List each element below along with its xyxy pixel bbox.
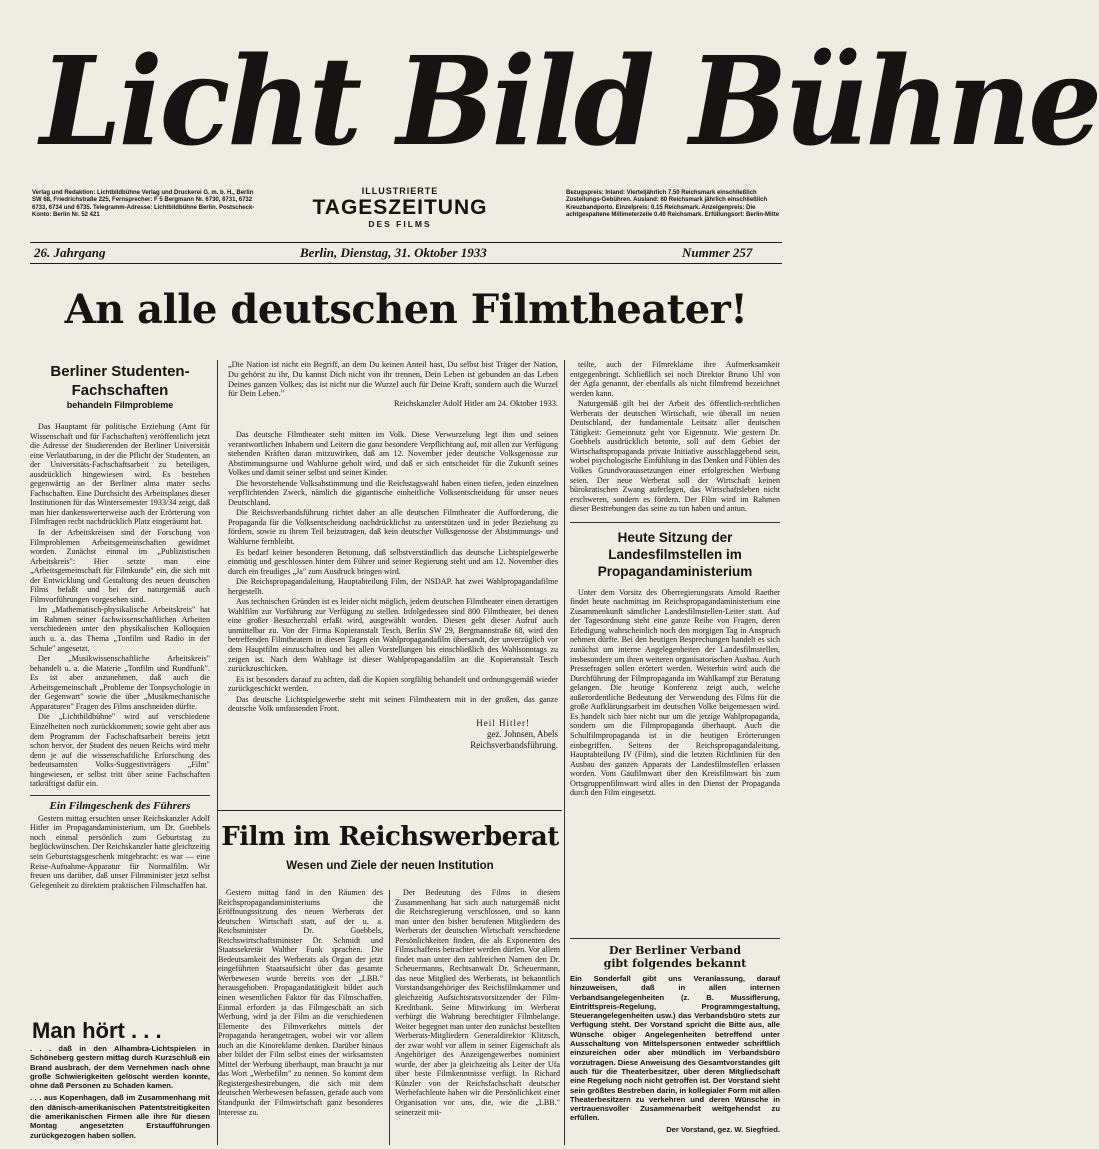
signature-org: Reichsverbandsführung. [470, 739, 558, 750]
paragraph: Der „Musikwissenschaftliche Arbeitskreis" behandelt u. a. die Materie „Tonfilm und Rundfunk". Es ist aber anzunehmen, daß auch die Arbeitsgemeinschaft „Probleme der Tonpsychologie in der Gegenwart" sowie die über „Musikmechanische Apparaturen" Fragen des Films anschneiden dürfte. [30, 654, 210, 711]
paragraph: Das deutsche Filmtheater steht mitten im Volk. Diese Verwurzelung legt ihm und seinen verantwortlichen Inhabern und Leitern die ganz besondere Verpflichtung auf, mit allen zur Verfügung stehenden Kräften daran mitzuwirken, daß am 12. November jeder deutsche Volksgenosse zur Abstimmungsurne und Wahlurne geholt wird, und daß er sich entscheidet für die Zukunft seines Volkes und damit seiner selbst und seiner Kinder. [228, 430, 558, 478]
issue-number: Nummer 257 [682, 245, 753, 260]
volume-year: 26. Jahrgang [34, 245, 106, 260]
feature-column-2 [395, 888, 560, 1118]
column-rule-right [564, 360, 565, 1145]
daily-label: TAGESZEITUNG [312, 196, 488, 219]
gift-body [30, 814, 210, 890]
student-article-body [30, 422, 210, 789]
verband-title-2: gibt folgendes bekannt [603, 957, 747, 970]
paragraph: Die „Lichtbildbühne" wird auf verschiedene Einzelheiten noch zurückkommen; sowie geht aber aus dem Programm der Fachschaftsarbeit bereits jetzt schon hervor, der Student des neuen Reichs wird mehr denn je auf die wissenschaftliche Erforschung des bedeutsamsten Volks-Suggestivträgers „Film" hingewiesen, er selbst tritt über seine Fachschaften tatkräftigst dafür ein. [30, 712, 210, 789]
greeting: Heil Hitler! [476, 717, 530, 728]
place-date: Berlin, Dienstag, 31. Oktober 1933 [300, 245, 487, 260]
student-article-subtitle: behandeln Filmprobleme [66, 400, 174, 410]
paragraph: Im „Mathematisch-physikalische Arbeitskreis" hat im Rahmen seiner fachwissenschaftlichen Arbeiten verschiedenen unter den physikalischen Kolloquien auch u. a. das Thema „Tonfilm und Radio in der Schule" angesetzt. [30, 605, 210, 653]
headline: An alle deutschen Filmtheater! [64, 286, 748, 333]
price-info: Bezugspreis: Inland: Vierteljährlich 7.50 Reichsmark einschließlich Zustellungs-Gebühren. Ausland: 60 Reichsmark jährlich einschließlich Kreuzbandporto. Einzelpreis: 0.15 Reichsmark. Anzeigenpreis: Die achtgespaltene Millimeterzeile 0.40 Reichsmark. Erfüllungsort: Berlin-Mitte [566, 190, 780, 219]
rule-top [30, 242, 782, 243]
paragraph: Die bevorstehende Volksabstimmung und die Reichstagswahl haben einen tiefen, jeden einzelnen verpflichtenden Zweck, nämlich die gigantische einheitliche Volksentscheidung für unser neues Deutschland. [228, 478, 558, 507]
verband-signature: Der Vorstand, gez. W. Siegfried. [666, 1124, 780, 1134]
main-article-body [228, 430, 558, 751]
quote-source: Reichskanzler Adolf Hitler am 24. Oktober 1933. [393, 399, 558, 409]
paragraph: Es bedarf keiner besonderen Betonung, daß selbstverständlich das deutsche Lichtspielgewerbe einmütig und geschlossen hinter dem Führer und seiner Regierung steht und am 12. November dies durch ein freudiges „Ja" zum Ausdruck bringen wird. [228, 547, 558, 576]
column-rule-feature [389, 890, 390, 1145]
masthead-logo: Licht Bild Bühne [40, 30, 1099, 174]
paragraph: Es ist besonders darauf zu achten, daß die Kopien sorgfältig behandelt und ordnungsgemäß wieder zurückgeschickt werden. [228, 674, 558, 694]
hitler-quote [228, 360, 558, 409]
paragraph: Das Hauptamt für politische Erziehung (Amt für Wissenschaft und für Fachschaften) veröffentlicht jetzt die Adresse der Studierenden der Berliner Universität eine Verlautbarung, in der die Pflicht der Studenten, an der Universitäts-Fachschaftsarbeit zu beteiligen, ausdrücklich hingewiesen wird. Es bestehen gegenwärtig an der Berliner alma mater sechs Fachschaften. Eine Durchsicht des Arbeitsplanes dieser Institutionen für das Wintersemester 1933/34 zeigt, daß man hier dankenswerterweise auch der Erörterung von Filmfragen recht nachdrücklich Platz eingeräumt hat. [30, 422, 210, 527]
feature-subtitle: Wesen und Ziele der neuen Institution [286, 860, 494, 872]
publisher-info: Verlag und Redaktion: Lichtbildbühne Verlag und Druckerei G. m. b. H., Berlin SW 68, Friedrichstraße 225, Fernsprecher: F 5 Bergmann Nr. 6730, 6731, 6732 6733, 6734 und 6735. Telegramm-Adresse: Lichtbildbühne Berlin. Postscheck-Konto: Berlin Nr. 52 421 [32, 190, 255, 219]
of-films-label: DES FILMS [368, 219, 432, 229]
verband-body: Ein Sonderfall gibt uns Veranlassung, darauf hinzuweisen, daß in allen internen Verbandsangelegenheiten (z. B. Mussiflerung, Eintrittspreis-Regelung, Programmgestaltung, Steuerangelegenheiten usw.) das Verbandsbüro stets zur Verfügung steht. Der Vorstand spricht die Bitte aus, alle Wünsche obiger Angelegenheiten betreffend unter Ausschaltung von Mittelspersonen entweder schriftlich einzureichen oder aber mündlich im Verbandsbüro vorzutragen. Diese Anweisung des Gesamtvorstandes gilt auch für die Theaterbesitzer, über deren Mitgliedschaft eine Regelung noch nicht getroffen ist. Der Vorstand sieht sein größtes Bestreben darin, in kollegialer Form mit allen Theaterbesitzern zu verkehren und deren Wünsche in vertrauensvoller Zusammenarbeit weitgehendst zu erfüllen. [570, 974, 780, 1123]
paragraph: Das deutsche Lichtspielgewerbe steht mit seinen Filmtheatern mit in der großen, das ganze deutsche Volk umfassenden Front. [228, 694, 558, 714]
man-hort-title: Man hört . . . [32, 1018, 162, 1043]
left-column [30, 362, 210, 891]
paragraph: teilte, auch der Filmreklame ihre Aufmerksamkeit entgegenbringt. Schließlich sei noch Direktor Bruno Uhl von der Agfa genannt, der ebenfalls als nicht filmfremd bezeichnet werden kann. [570, 360, 780, 398]
man-hort-body [30, 1044, 210, 1140]
paragraph: Naturgemäß gilt bei der Arbeit des öffentlich-rechtlichen Werberats der deutschen Wirtschaft, wie überall im neuen Deutschland, der fundamentale Leitsatz aller deutschen Tätigkeit: Gemeinnutz geht vor Eigennutz. Wie gestern Dr. Goebbels ausdrücklich betonte, soll auf dem Gebiet der Wirtschaftspropaganda private Initiative ausschlaggebend sein, wobei psychologische Einfühlung in das Denken und Fühlen des Volkes Grundvoraussetzungen einer erfolgreichen Werbung seien. Der neue Werberat soll der Wirtschaft keinen bürokratischen Zwang auferlegen, das Wirtschaftsleben nicht erschweren, sondern es fördern. Der Film wird im Rahmen dieser Bestrebungen das seine zu tun haben und antun. [570, 399, 780, 514]
feature-rule [218, 810, 562, 811]
student-article-title: Berliner Studenten-Fachschaften [50, 363, 190, 399]
quote-text: „Die Nation ist nicht ein Begriff, an dem Du keinen Anteil hast, Du selbst bist Träger der Nation, Du gehörst zu ihr, Du kannst Dich nicht von ihr trennen, Dein Leben ist gebunden an das Leben Deines ganzen Volkes; das ist nicht nur die Wurzel auch für Deine Kraft, sondern auch die Wurzel für Dein Leben." [228, 360, 558, 399]
feature-title: Film im Reichswerberat [221, 822, 559, 852]
feature-column-1 [218, 888, 383, 1118]
right-column [570, 360, 780, 799]
paragraph: . . . daß in den Alhambra-Lichtspielen in Schöneberg gestern mittag durch Kurzschluß ein Brand ausbrach, der dem Vernehmen nach ohne große Schwierigkeiten gelöscht werden konnte, ohne daß Personen zu Schaden kamen. [30, 1044, 210, 1091]
signature: gez. Johnsen, Abels [487, 728, 558, 739]
paragraph: . . . aus Kopenhagen, daß im Zusammenhang mit den dänisch-amerikanischen Patentstreitigkeiten die amerikanischen Firmen alle ihre für diesen Montag angesetzten Erstaufführungen zurückgezogen haben sollen. [30, 1093, 210, 1140]
paragraph: Die Reichspropagandaleitung, Hauptabteilung Film, der NSDAP. hat zwei Wahlpropagandafilme hergestellt. [228, 577, 558, 596]
paragraph: Gestern mittag ersuchten unser Reichskanzler Adolf Hitler im Propagandaministerium, um Dr. Goebbels noch einmal persönlich zum Geburtstag zu beglückwünschen. Der Reichskanzler hatte gleichzeitig sein Geburtstagsgeschenk mitgebracht: es war — eine Reise-Aufnahme-Apparatur für Normalfilm. Wir freuen uns darüber, daß unser Filmminister jetzt selbst Gelegenheit zu direktem praktischen Filmschaffen hat. [30, 813, 210, 890]
paragraph: Unter dem Vorsitz des Oberregierungsrats Arnold Raether findet heute nachmittag im Reichspropagandaministerium eine Zusammenkunft sämtlicher Landesfilmstellen-Leiter statt. Auf der Tagesordnung steht eine ganze Reihe von Fragen, deren Erledigung wahrscheinlich noch den morgigen Tag in Anspruch nehmen dürfte. Bei den heutigen Besprechungen handelt es sich zunächst um interne Angelegenheiten der Landesfilmstellen, insbesondere um ihren weiteren organisatorischen Ausbau. Auch Pressefragen sollen erörtert werden. Weiterhin wird auch die Durchführung der Filmpropaganda im Wahlkampf zur Beratung gelangen. Die heutige Konferenz zeigt auch, welche außerordentliche Bedeutung der Verwendung des Films für die große Aufklärungsarbeit im deutschen Volke beigemessen wird. Es handelt sich hier nicht nur um die jetzige Wahlpropaganda, sondern um die Filmpropaganda überhaupt. Auch die Schulfilmpropaganda ist in die heutigen Erörterungen einbegriffen. Seitens der Reichspropagandaleitung, Hauptabteilung IV (Film), sind die letzten Richtlinien für den Ausbau des ganzen Apparats der Landesfilmstellen erlassen worden. Vom Gaufilmwart über den Kreisfilmwart bis zum Ortsgruppenfilmwart wird alles in den Dienst der Propaganda durch den Film eingesetzt. [570, 587, 780, 798]
sitzung-title: Heute Sitzung der Landesfilmstellen im Propagandaministerium [597, 529, 753, 579]
verband-title-1: Der Berliner Verband [608, 944, 742, 957]
paragraph: Die Reichsverbandsführung richtet daher an alle deutschen Filmtheater die Aufforderung, die Propaganda für die Volksentscheidung nachdrücklichst zu unterstützen und in jeder Beziehung zu fördern, sowie zu ihrem Teil beizutragen, daß kein deutscher Volksgenosse der Abstimmungs- und Wahlurne fernbleibt. [228, 508, 558, 547]
paragraph: Aus technischen Gründen ist es leider nicht möglich, jedem deutschen Filmtheater einen derartigen Wahlfilm zur Vorführung zur Verfügung zu stellen. Infolgedessen sind 800 Filmtheater, bei denen eine großer Besucherzahl erfaßt wird, ausgewählt worden. Diesen geht dieser Aufruf auch unmittelbar zu. Von der Firma Kopieranstalt Tesch, Berlin SW 29, Bergmannstraße 68, wird den betreffenden Filmtheatern in diesen Tagen ein Wahlpropagandafilm übersandt, der unverzüglich vor dem Hauptfilm einzuschalten und bei allen Vorstellungen bis einschließlich des Wahlsonntags zu zeigen ist. Nach dem Wahltage ist dieser Wahlpropagandafilm an die Kopieranstalt Tesch zurückzuschicken. [228, 597, 558, 674]
masthead-subtitle [300, 186, 500, 229]
paragraph: Gestern mittag fand in den Räumen des Reichspropagandaministeriums die Eröffnungssitzung des neuen Werberats der deutschen Wirtschaft statt, auf der u. a. Reichsminister Dr. Goebbels, Reichswirtschaftsminister Dr. Schmidt und Staatssekretär Walther Funk sprachen. Die Bedeutsamkeit des Werberats als Organ der jetzt eingeführten Staatsaufsicht über das gesamte Werbewesen wurde bereits von der „LBB." herausgehoben. Propagandatätigkeit bildet auch einen wesentlichen Faktor für das Filmschaffen. Einmal erfordert ja das Filmgeschäft an sich Werbung, wird ja der Film an die verschiedenen Elemente des Filmverkehrs mittels der Propaganda herangetragen, wobei wir vor allem auch an die Kinoreklame denken. Darüber hinaus aber bildet der Film selbst eines der wirksamsten Mittel der Werbung überhaupt, man braucht ja nur das Wort „Werbefilm" zu nennen. So kommt dem Registergesbestrebungen, die sich mit dem deutschen Werbewesen befassen, gerade auch vom Standpunkt der Filmwirtschaft ganz besonderes Interesse zu. [218, 888, 383, 1117]
gift-title: Ein Filmgeschenk des Führers [49, 799, 191, 812]
verband-box [570, 938, 780, 1134]
paragraph: In der Arbeitskreisen sind der Forschung von Filmproblemen Arbeitsgemeinschaften gewidmet worden. Zunächst einmal im „Publizistischen Arbeitskreis": Hier setzte man eine „Arbeitsgemeinschaft für Filmkunde" ein, die sich mit der Entwicklung und Gestaltung des neuen deutschen Films befaßt und bei der naturgemäß auch Filmvorführungen vorgesehen sind. [30, 528, 210, 604]
paragraph: Der Bedeutung des Films in diesem Zusammenhang hat sich auch naturgemäß nicht die Reichsregierung verschlossen, und so kann man unter den bisher berufenen Mitgliedern des Werberats der deutschen Wirtschaft verschiedene Persönlichkeiten finden, die als Exponenten des Filmschaffens betrachtet werden dürfen. Vor allem findet man unter den zahlreichen Namen den Dr. Scheuermanns, Rechtsanwalt Dr. Scheuermann, das neue Mitglied des Werberats, ist bekanntlich Vorstandsangehöriger des Reichsfilmkammer und gleichzeitig Aufsichtsratsvorsitzender der Film-Kreditbank. Seine Mitwirkung im Werberat verbürgt die Wahrung berechtigter Filmbelange. Weiter begegnet man unter den zunächst bestellten Werberats-Mitgliedern Generaldirektor Klitzsch, der zwar wohl vor allem in seiner Eigenschaft als Angehöriger des Anzeigengewerbes nominiert wurde, der aber ja gleichzeitig als Leiter der Ufa über beste Filmkenntnisse verfügt. In Richard Künzler von der Reichsfachschaft deutscher Werbefachleute haben wir die Persönlichkeit einer Organisation vor uns, die, wie die „LBB." seinerzeit mit- [395, 888, 560, 1117]
rule-bottom [30, 263, 782, 264]
illustrated-label: ILLUSTRIERTE [361, 186, 439, 196]
